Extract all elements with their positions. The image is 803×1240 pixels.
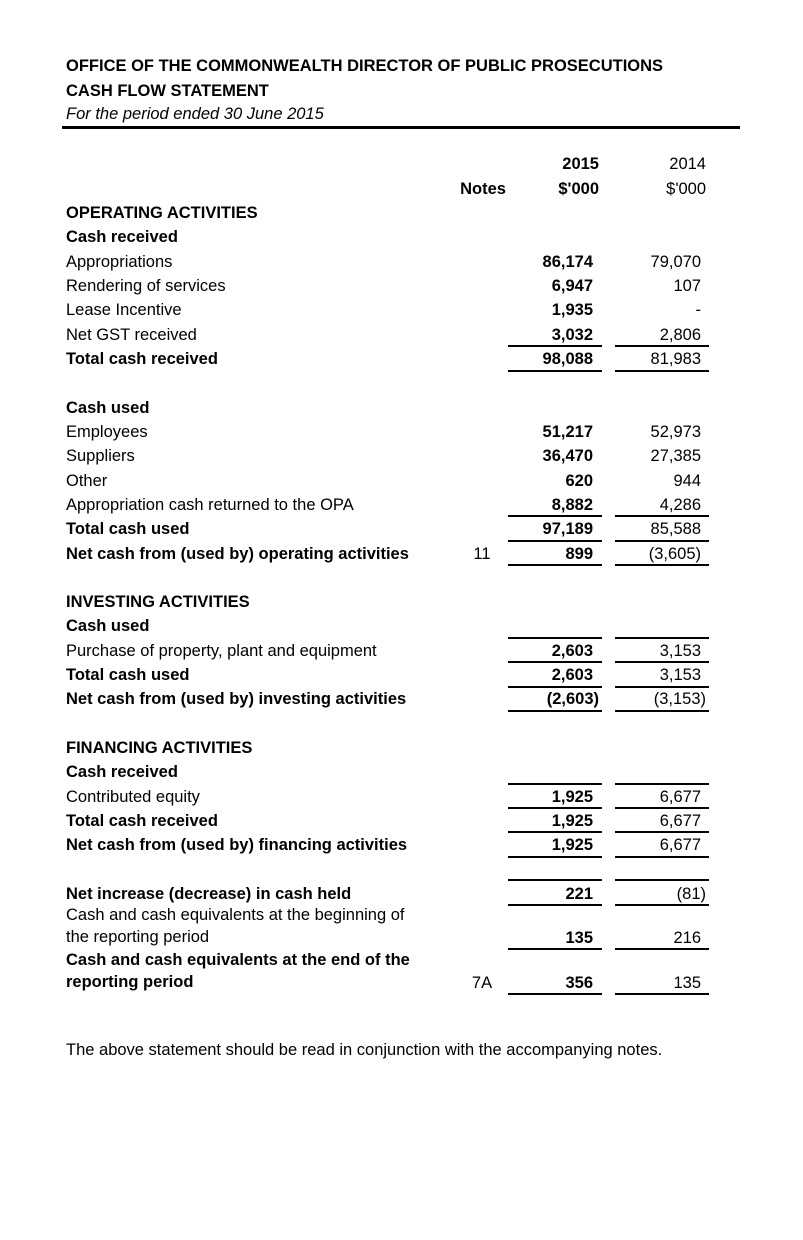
table-row	[0, 422, 803, 446]
row-label: Net GST received	[66, 326, 197, 344]
row-label: Contributed equity	[66, 788, 200, 806]
value-2014: 944	[673, 472, 701, 490]
value-2014: 135	[673, 974, 701, 992]
total-rule	[508, 540, 602, 542]
row-label: Net cash from (used by) operating activities	[66, 545, 409, 563]
row-label: Total cash received	[66, 812, 218, 830]
value-2015: 620	[565, 472, 593, 490]
table-row	[0, 471, 803, 495]
value-2015: 36,470	[542, 447, 593, 465]
total-rule	[615, 904, 709, 906]
total-rule	[508, 831, 602, 833]
column-rule	[615, 879, 709, 881]
end-label-line1: Cash and cash equivalents at the end of the	[66, 951, 410, 969]
section-heading	[0, 738, 803, 762]
value-2015: 1,925	[551, 812, 593, 830]
row-label: Lease Incentive	[66, 301, 182, 319]
statement-period: For the period ended 30 June 2015	[66, 105, 324, 123]
notes-header: Notes	[460, 180, 506, 198]
table-row	[0, 300, 803, 324]
value-2015: 98,088	[542, 350, 593, 368]
subsection-heading	[0, 398, 803, 422]
value-2015: 221	[565, 885, 593, 903]
row-label: Employees	[66, 423, 148, 441]
cash-used-heading: Cash used	[66, 617, 150, 635]
row-label: Other	[66, 472, 108, 490]
net-rule	[508, 564, 602, 566]
total-rule	[508, 993, 602, 995]
value-2015: 3,032	[551, 326, 593, 344]
row-label: Total cash used	[66, 666, 190, 684]
total-rule	[615, 686, 709, 688]
organization-title: OFFICE OF THE COMMONWEALTH DIRECTOR OF PUBLIC PROSECUTIONS	[66, 57, 664, 75]
value-2015: 899	[565, 545, 593, 563]
table-row	[0, 446, 803, 470]
beginning-label-line1: Cash and cash equivalents at the beginning of	[66, 906, 405, 924]
value-2014: (81)	[676, 885, 706, 903]
value-2014: 6,677	[659, 836, 701, 854]
column-rule	[508, 783, 602, 785]
value-2014: 107	[673, 277, 701, 295]
value-2015: 1,925	[551, 836, 593, 854]
value-2015: 1,935	[551, 301, 593, 319]
row-label: Rendering of services	[66, 277, 226, 295]
total-rule	[508, 686, 602, 688]
unit-2014-header: $'000	[666, 180, 706, 198]
value-2014: 4,286	[659, 496, 701, 514]
cash-received-heading: Cash received	[66, 228, 178, 246]
value-2014: (3,605)	[648, 545, 701, 563]
year-2015-header: 2015	[562, 155, 599, 173]
value-2014: 6,677	[659, 812, 701, 830]
value-2015: 86,174	[542, 253, 593, 271]
unit-2015-header: $'000	[558, 180, 599, 198]
cash-used-heading: Cash used	[66, 399, 150, 417]
total-rule	[615, 370, 709, 372]
subtotal-rule	[508, 807, 602, 809]
row-label: Net cash from (used by) investing activities	[66, 690, 407, 708]
note-ref: 7A	[471, 974, 493, 992]
value-2015: 51,217	[542, 423, 593, 441]
value-2015: 97,189	[542, 520, 593, 538]
cash-received-heading: Cash received	[66, 763, 178, 781]
row-label: Suppliers	[66, 447, 135, 465]
column-rule	[508, 879, 602, 881]
net-rule	[508, 710, 602, 712]
subtotal-rule	[615, 807, 709, 809]
beginning-label-line2: the reporting period	[66, 928, 210, 946]
net-rule	[615, 564, 709, 566]
section-heading	[0, 203, 803, 227]
total-rule	[615, 993, 709, 995]
column-rule	[615, 783, 709, 785]
subtotal-rule	[615, 948, 709, 950]
row-label: Net cash from (used by) financing activities	[66, 836, 408, 854]
total-rule	[615, 831, 709, 833]
total-rule	[508, 904, 602, 906]
value-2014: 52,973	[650, 423, 701, 441]
value-2014: 3,153	[659, 666, 701, 684]
value-2014: 79,070	[650, 253, 701, 271]
net-rule	[615, 710, 709, 712]
financing-heading: FINANCING ACTIVITIES	[66, 739, 253, 757]
value-2014: -	[695, 301, 701, 319]
subtotal-rule	[615, 515, 709, 517]
subtotal-rule	[508, 948, 602, 950]
subtotal-rule	[508, 515, 602, 517]
value-2014: 6,677	[659, 788, 701, 806]
end-label-line2: reporting period	[66, 973, 194, 991]
row-label: Net increase (decrease) in cash held	[66, 885, 352, 903]
value-2015: 6,947	[551, 277, 593, 295]
investing-heading: INVESTING ACTIVITIES	[66, 593, 250, 611]
note-ref: 11	[473, 545, 491, 563]
total-rule	[615, 540, 709, 542]
value-2014: 85,588	[650, 520, 701, 538]
operating-heading: OPERATING ACTIVITIES	[66, 204, 258, 222]
column-rule	[615, 637, 709, 639]
column-years-row	[0, 154, 803, 178]
value-2015: 8,882	[551, 496, 593, 514]
value-2015: 1,925	[551, 788, 593, 806]
table-row	[0, 276, 803, 300]
value-2015: 2,603	[551, 666, 593, 684]
section-heading	[0, 592, 803, 616]
row-label: Total cash used	[66, 520, 190, 538]
row-label: Total cash received	[66, 350, 218, 368]
statement-title: CASH FLOW STATEMENT	[66, 82, 269, 100]
subsection-heading	[0, 227, 803, 251]
value-2014: 27,385	[650, 447, 701, 465]
value-2015: (2,603)	[546, 690, 599, 708]
column-units-row	[0, 179, 803, 203]
footer-note: The above statement should be read in conjunction with the accompanying notes.	[66, 1041, 663, 1059]
subtotal-rule	[508, 661, 602, 663]
net-rule	[615, 856, 709, 858]
value-2014: (3,153)	[653, 690, 706, 708]
value-2015: 2,603	[551, 642, 593, 660]
net-rule	[508, 856, 602, 858]
subtotal-rule	[615, 661, 709, 663]
value-2015: 135	[565, 929, 593, 947]
year-2014-header: 2014	[669, 155, 706, 173]
total-rule	[508, 370, 602, 372]
row-label: Appropriations	[66, 253, 173, 271]
table-row	[0, 252, 803, 276]
value-2014: 81,983	[650, 350, 701, 368]
value-2014: 3,153	[659, 642, 701, 660]
value-2014: 2,806	[659, 326, 701, 344]
value-2015: 356	[565, 974, 593, 992]
subtotal-rule	[615, 345, 709, 347]
row-label: Appropriation cash returned to the OPA	[66, 496, 354, 514]
subtotal-rule	[508, 345, 602, 347]
value-2014: 216	[673, 929, 701, 947]
column-rule	[508, 637, 602, 639]
header-rule	[62, 126, 740, 129]
row-label: Purchase of property, plant and equipment	[66, 642, 377, 660]
